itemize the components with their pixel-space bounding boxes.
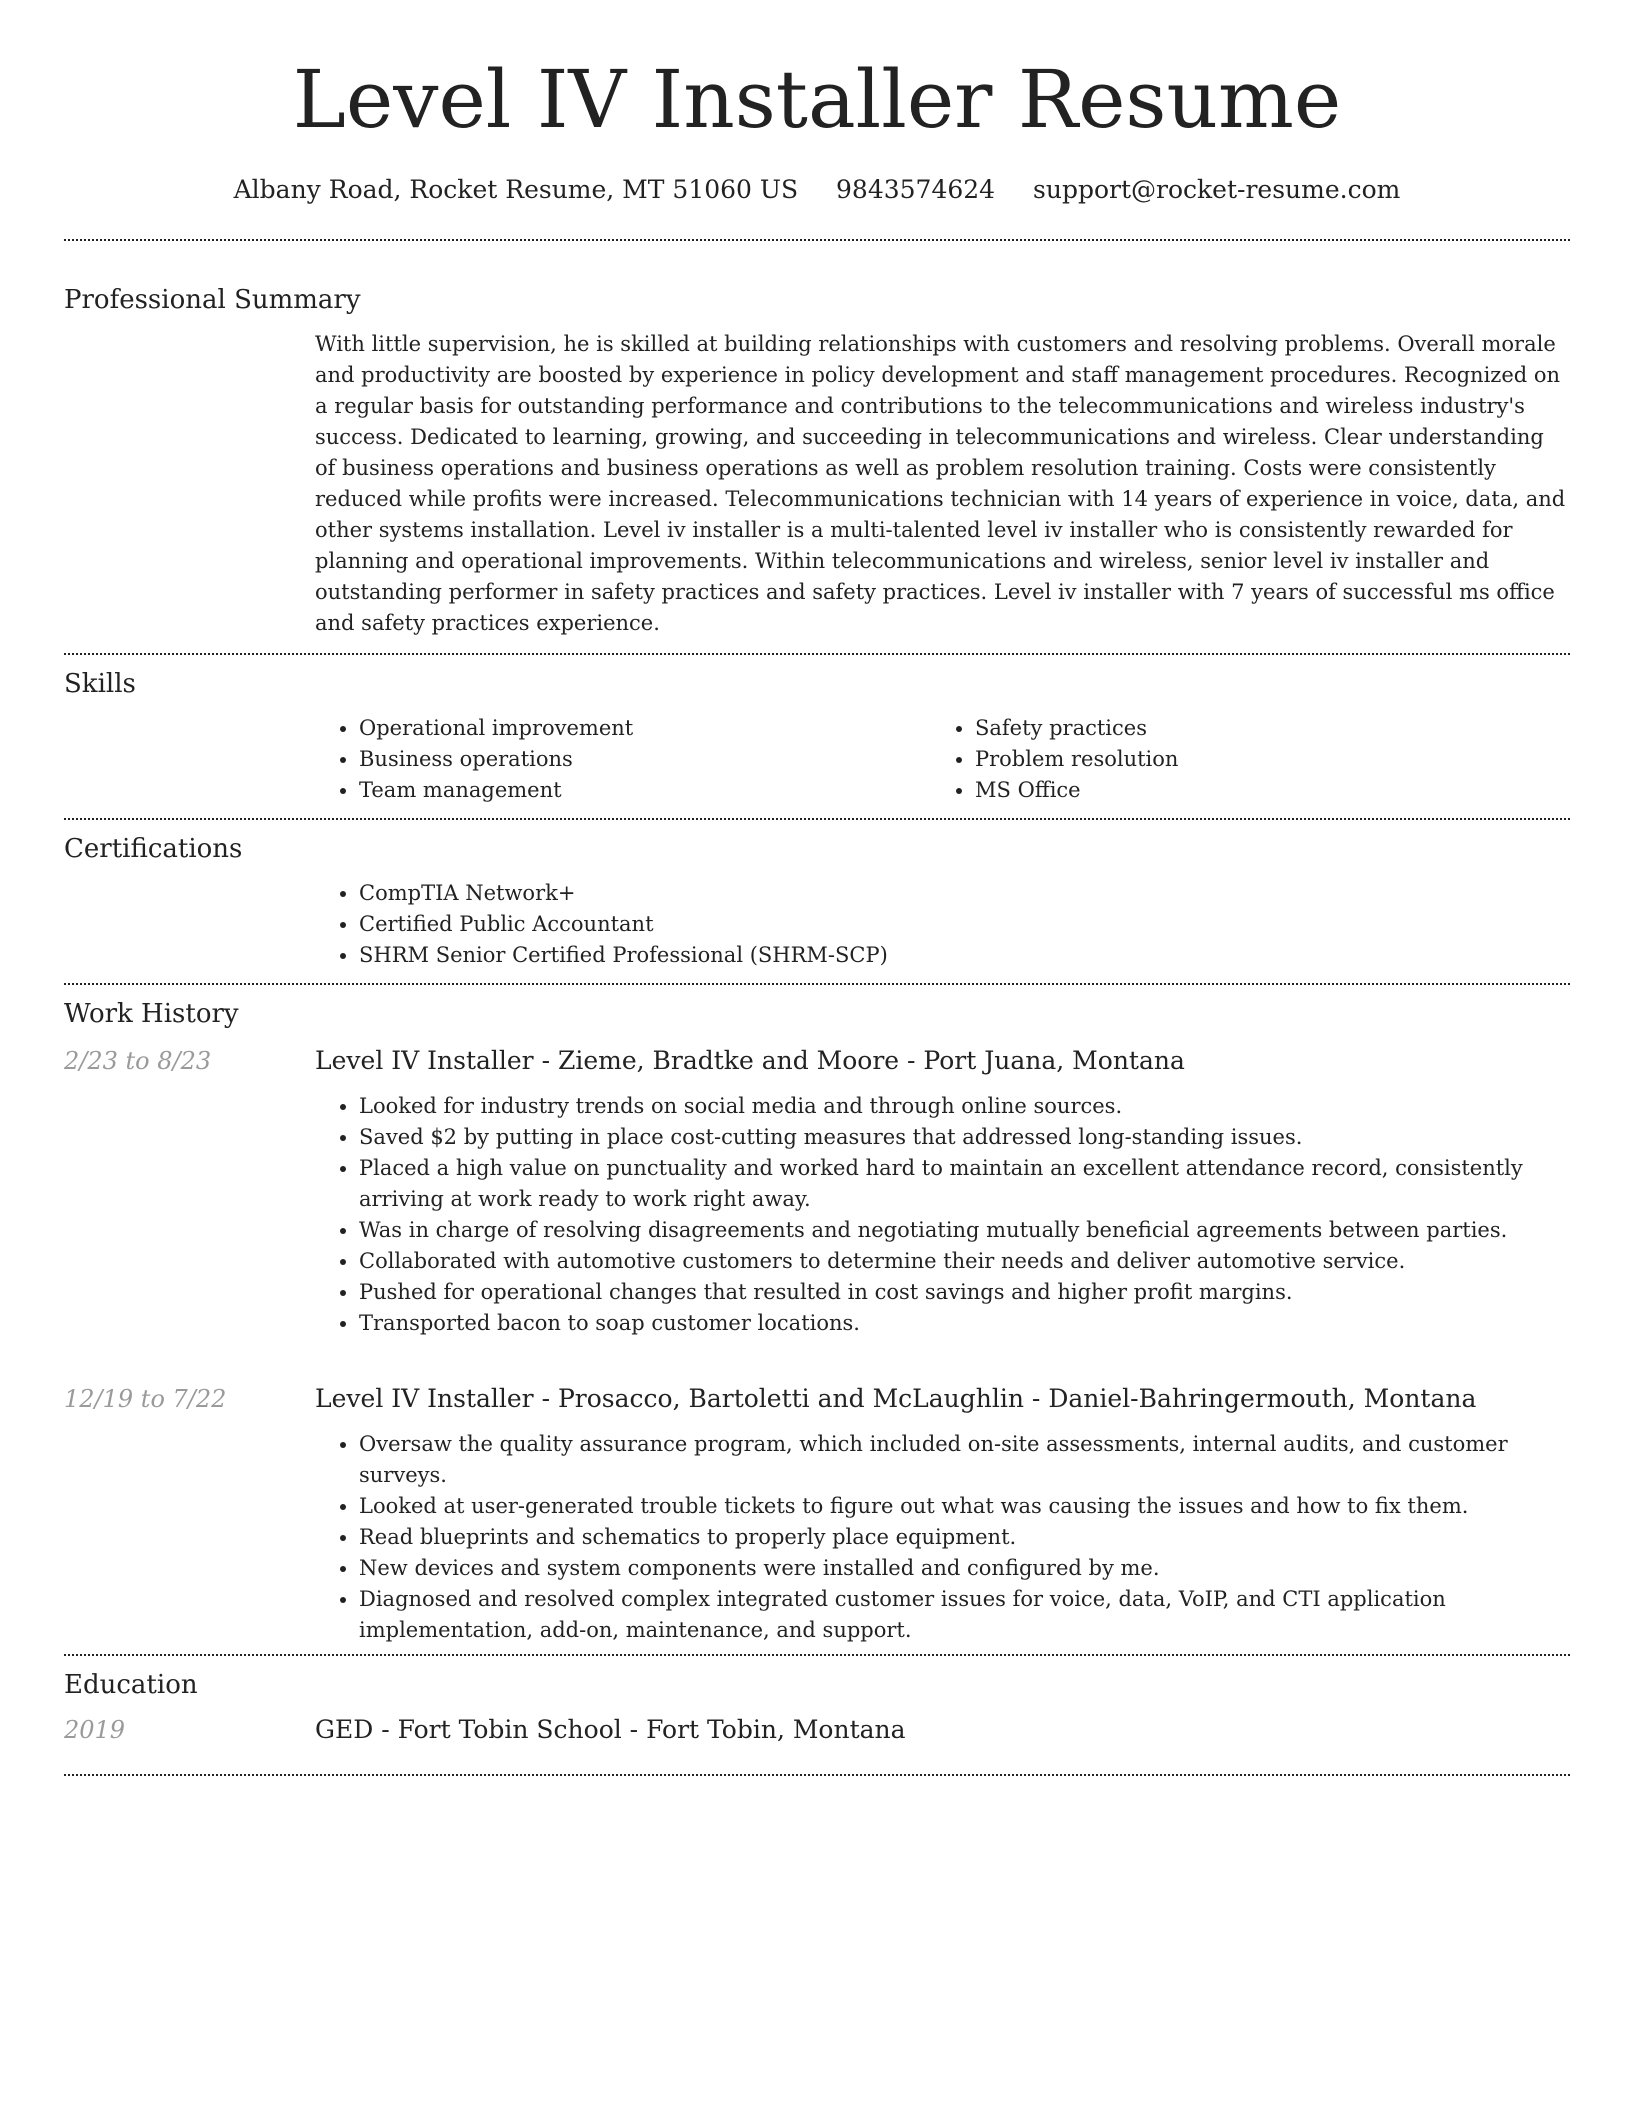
- skill-item: • Operational improvement: [359, 713, 931, 744]
- contact-info: [64, 174, 1570, 206]
- skills-column-left: [315, 713, 931, 806]
- section-divider: [64, 1654, 1570, 1656]
- job-bullet: • Was in charge of resolving disagreements and negotiating mutually beneficial agreements between parties.: [359, 1215, 1570, 1246]
- job-title: Level IV Installer - Zieme, Bradtke and Moore - Port Juana, Montana: [315, 1046, 1185, 1075]
- job-dates: 12/19 to 7/22: [64, 1385, 227, 1413]
- skill-item: • Team management: [359, 775, 931, 806]
- job-entry: [64, 1045, 1570, 1369]
- work-history-heading: Work History: [64, 999, 239, 1029]
- contact-phone: 9843574624: [836, 175, 996, 204]
- job-bullet: • Pushed for operational changes that resulted in cost savings and higher profit margins.: [359, 1277, 1570, 1308]
- certification-item: • CompTIA Network+: [359, 878, 1570, 909]
- job-bullet: • New devices and system components were installed and configured by me.: [359, 1553, 1570, 1584]
- section-divider: [64, 1774, 1570, 1776]
- job-bullet: • Saved $2 by putting in place cost-cutting measures that addressed long-standing issues.: [359, 1122, 1570, 1153]
- section-divider: [64, 239, 1570, 241]
- skill-item: • Safety practices: [975, 713, 1555, 744]
- job-bullet: • Collaborated with automotive customers to determine their needs and deliver automotive service.: [359, 1246, 1570, 1277]
- education-entry: [64, 1714, 1570, 1760]
- certification-item: • SHRM Senior Certified Professional (SHRM-SCP): [359, 940, 1570, 971]
- certification-item: • Certified Public Accountant: [359, 909, 1570, 940]
- skills-column-right: [931, 713, 1555, 806]
- summary-heading: Professional Summary: [64, 285, 361, 315]
- job-bullet: • Read blueprints and schematics to properly place equipment.: [359, 1522, 1570, 1553]
- job-bullets: [315, 1091, 1570, 1339]
- education-heading: Education: [64, 1670, 198, 1700]
- summary-text: With little supervision, he is skilled at building relationships with customers and resolving problems. Overall morale and productivity are boosted by experience in policy development and staff management procedures. Recognized on a regular basis for outstanding performance and contributions to the telecommunications and wireless industry's success. Dedicated to learning, growing, and succeeding in telecommunications and wireless. Clear understanding of business operations and business operations as well as problem resolution training. Costs were consistently reduced while profits were increased. Telecommunications technician with 14 years of experience in voice, data, and other systems installation. Level iv installer is a multi-talented level iv installer who is consistently rewarded for planning and operational improvements. Within telecommunications and wireless, senior level iv installer and outstanding performer in safety practices and safety practices. Level iv installer with 7 years of successful ms office and safety practices experience.: [315, 332, 1566, 635]
- job-bullet: • Oversaw the quality assurance program, which included on-site assessments, internal audits, and customer surveys.: [359, 1429, 1570, 1491]
- resume-title: Level IV Installer Resume: [292, 53, 1342, 146]
- skill-item: • MS Office: [975, 775, 1555, 806]
- skills-list: [315, 713, 1570, 806]
- job-bullets: [315, 1429, 1570, 1646]
- job-entry: [64, 1383, 1570, 1654]
- job-bullet: • Looked at user-generated trouble tickets to figure out what was causing the issues and how to fix them.: [359, 1491, 1570, 1522]
- education-title: GED - Fort Tobin School - Fort Tobin, Montana: [315, 1715, 906, 1744]
- job-bullet: • Looked for industry trends on social media and through online sources.: [359, 1091, 1570, 1122]
- job-dates: 2/23 to 8/23: [64, 1047, 212, 1075]
- job-bullet: • Diagnosed and resolved complex integrated customer issues for voice, data, VoIP, and CTI application implementation, add-on, maintenance, and support.: [359, 1584, 1570, 1646]
- job-title: Level IV Installer - Prosacco, Bartoletti and McLaughlin - Daniel-Bahringermouth, Montana: [315, 1384, 1477, 1413]
- section-divider: [64, 818, 1570, 820]
- skill-item: • Business operations: [359, 744, 931, 775]
- skills-heading: Skills: [64, 669, 136, 699]
- section-divider: [64, 653, 1570, 655]
- skill-item: • Problem resolution: [975, 744, 1555, 775]
- certifications-list: [315, 878, 1570, 971]
- job-bullet: • Transported bacon to soap customer locations.: [359, 1308, 1570, 1339]
- certifications-heading: Certifications: [64, 834, 243, 864]
- contact-email: support@rocket-resume.com: [1033, 175, 1401, 204]
- education-year: 2019: [64, 1716, 126, 1744]
- resume-page: [64, 0, 1570, 1776]
- contact-address: Albany Road, Rocket Resume, MT 51060 US: [233, 175, 799, 204]
- job-bullet: • Placed a high value on punctuality and worked hard to maintain an excellent attendance record, consistently arriving at work ready to work right away.: [359, 1153, 1570, 1215]
- section-divider: [64, 983, 1570, 985]
